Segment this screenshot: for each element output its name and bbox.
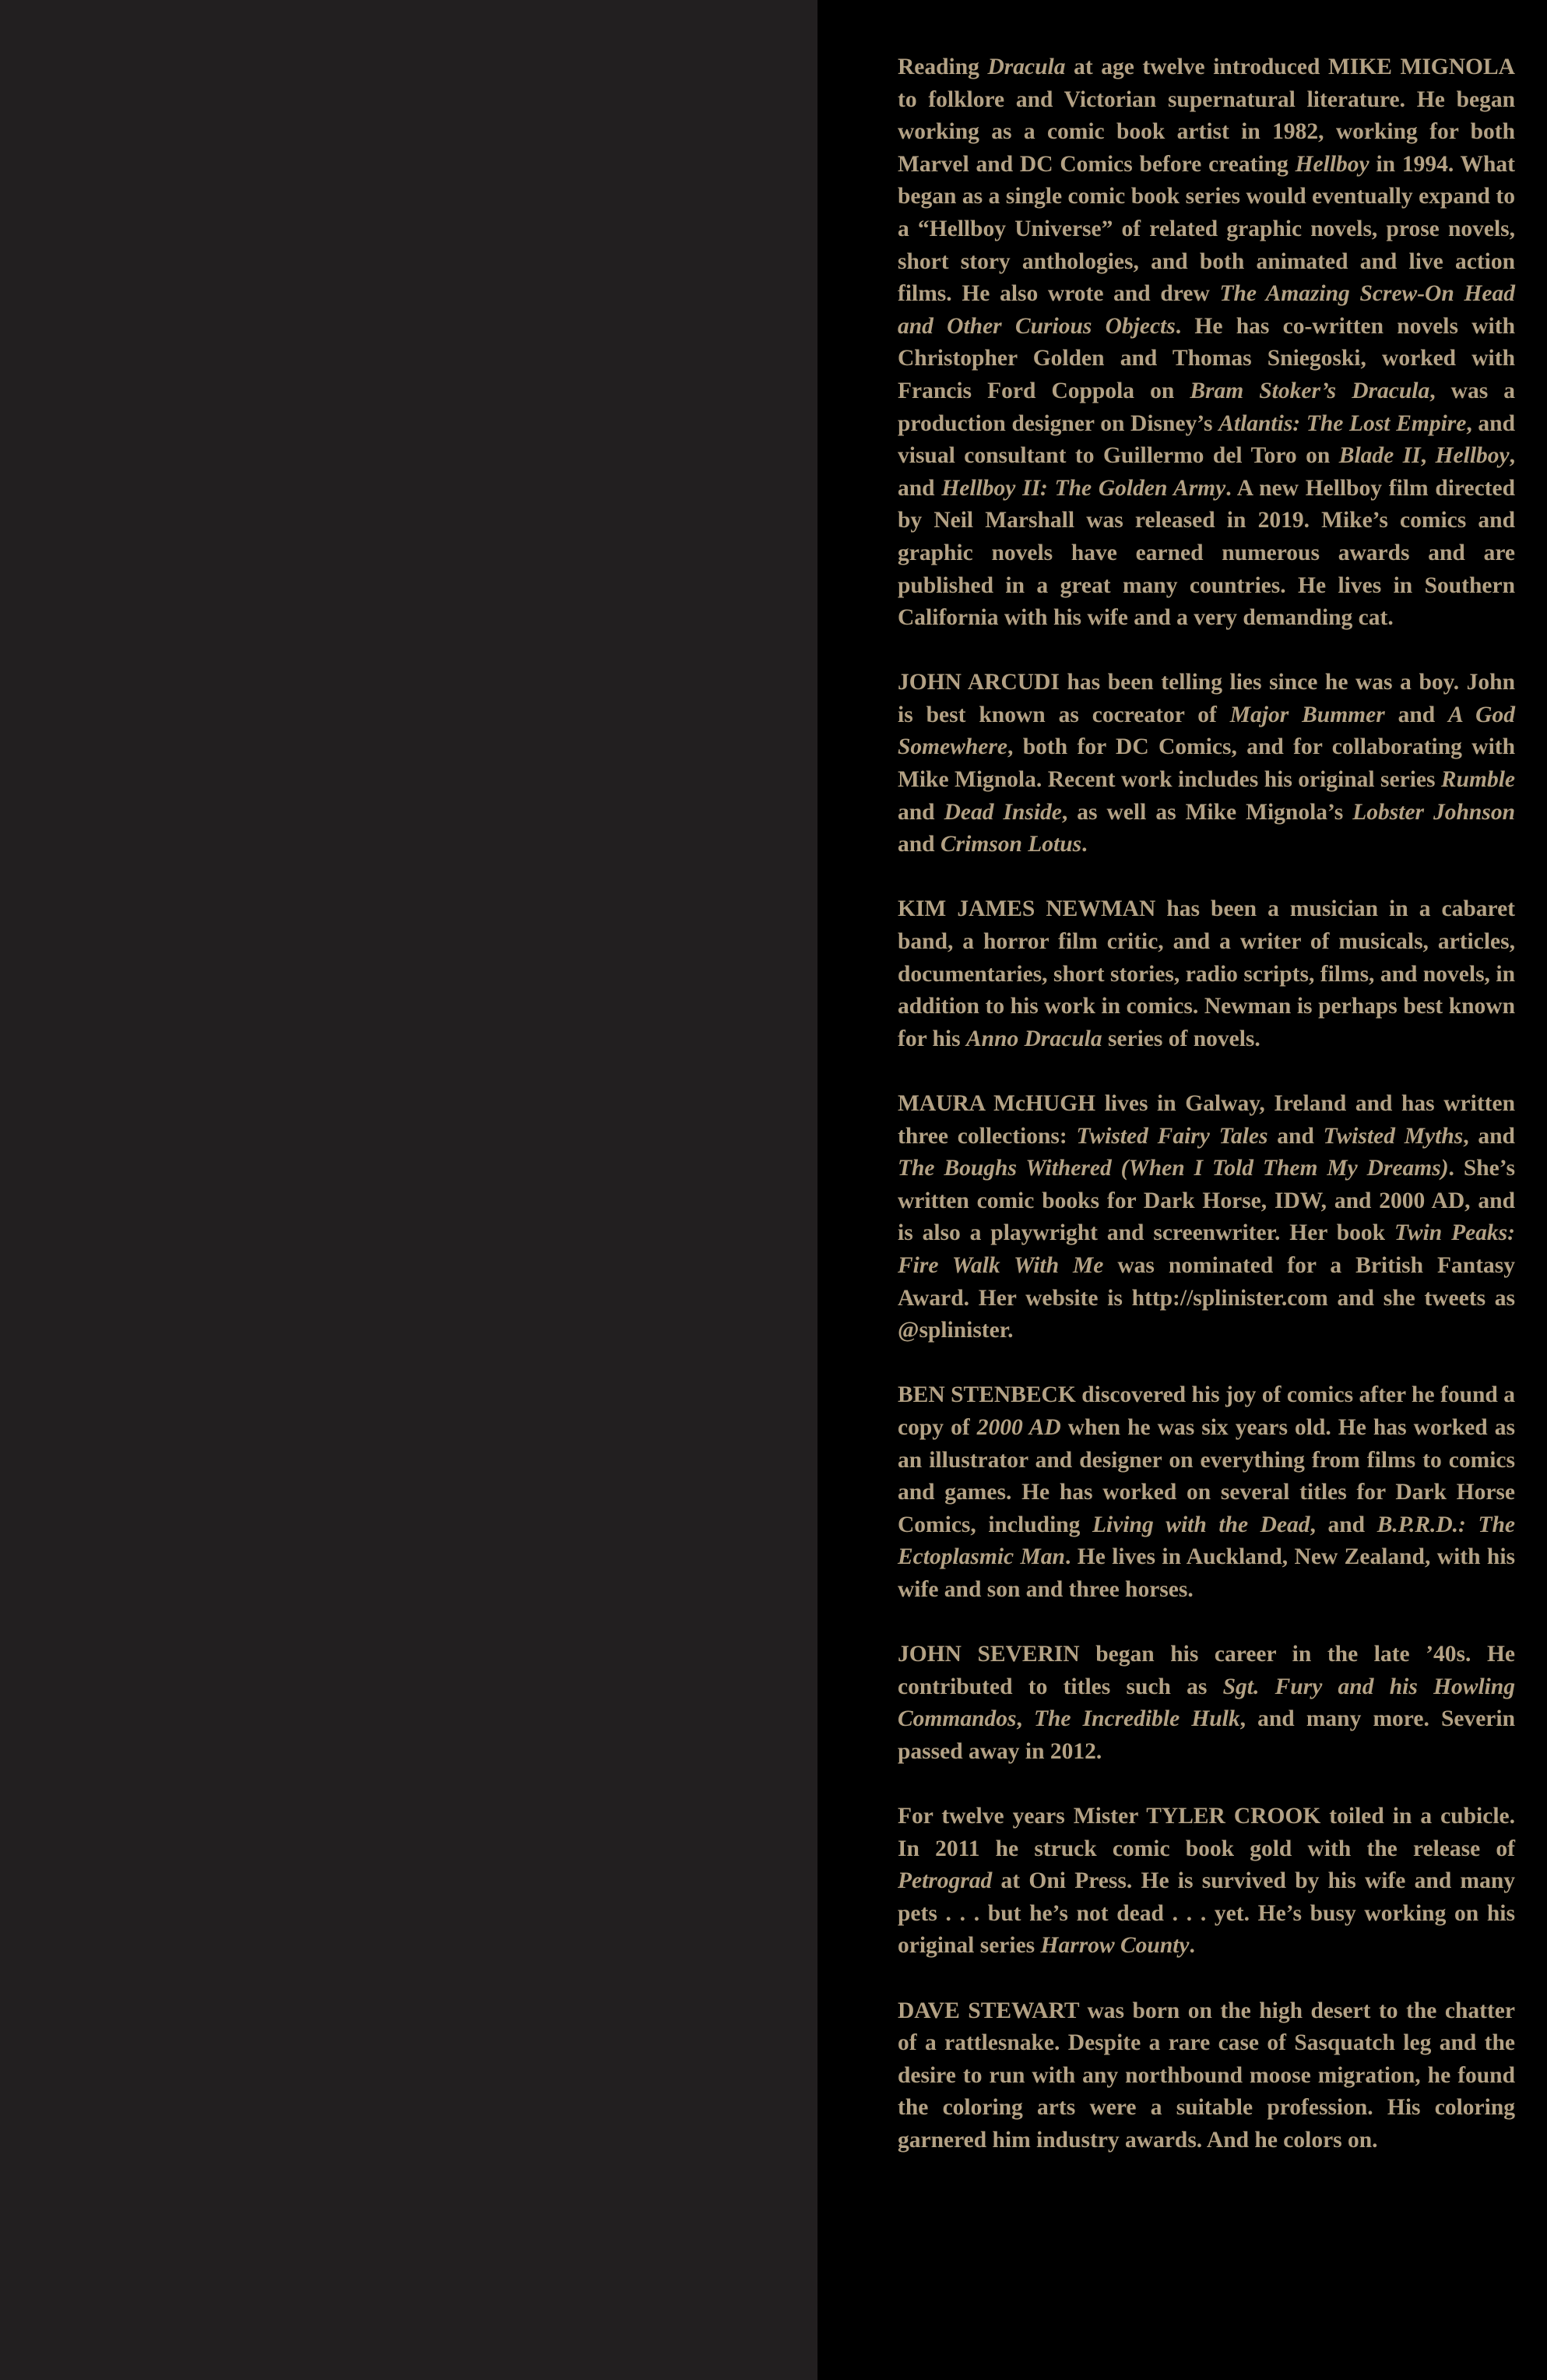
bio-paragraph [898, 1379, 1515, 1606]
italic-title-text: Sgt. Fury and his Howling Commandos [898, 1674, 1515, 1732]
bio-text: and [898, 832, 941, 857]
bio-text: and [898, 799, 944, 825]
bio-paragraph [898, 893, 1515, 1055]
bio-text: , and [1463, 1123, 1515, 1149]
italic-title-text: The Incredible Hulk [1033, 1706, 1240, 1732]
italic-title-text: Dracula [987, 55, 1066, 79]
bio-text: and [1267, 1123, 1324, 1149]
bio-text: , and many more. Severin passed away in 2012. [898, 1706, 1515, 1764]
bio-text: JOHN ARCUDI has been telling lies since he was a boy. John is best known as cocreator of [898, 670, 1515, 727]
creator-bios-column [898, 51, 1515, 2189]
bio-text: . He has co-written novels with Christopher Golden and Thomas Sniegoski, worked with Francis Ford Coppola on [898, 313, 1515, 403]
italic-title-text: Harrow County [1040, 1933, 1190, 1959]
bio-text: series of novels. [1102, 1026, 1260, 1051]
italic-title-text: The Amazing Screw-On Head and Other Curious Objects [898, 281, 1515, 339]
bio-paragraph [898, 667, 1515, 861]
bio-text: , as well as Mike Mignola’s [1061, 799, 1353, 825]
italic-title-text: Hellboy II: The Golden Army [941, 475, 1226, 501]
italic-title-text: Living with the Dead [1092, 1512, 1310, 1537]
bio-text: at age twelve introduced MIKE MIGNOLA to folklore and Victorian supernatural literature. He began working as a comic book artist in 1982, working for both Marvel and DC Comics before creating [898, 55, 1515, 177]
bio-text: , and [898, 443, 1515, 501]
bio-text: , both for DC Comics, and for collaborating with Mike Mignola. Recent work includes his original series [898, 734, 1515, 793]
bio-text: . [1081, 832, 1088, 857]
italic-title-text: Hellboy [1295, 151, 1369, 177]
italic-title-text: Bram Stoker’s Dracula [1190, 378, 1430, 403]
italic-title-text: Crimson Lotus [940, 832, 1082, 857]
bio-text: . [1189, 1933, 1195, 1959]
italic-title-text: Petrograd [898, 1868, 993, 1894]
bio-text: For twelve years Mister TYLER CROOK toiled in a cubicle. In 2011 he struck comic book gold with the release of [898, 1804, 1515, 1861]
bio-text: Reading [898, 55, 988, 79]
bio-text: . A new Hellboy film directed by Neil Marshall was released in 2019. Mike’s comics and graphic novels have earned numerous awards and are published in a great many countries. He lives in Southern California with his wife and a very demanding cat. [898, 475, 1515, 631]
bio-paragraph [898, 1639, 1515, 1768]
italic-title-text: Blade II [1338, 443, 1421, 469]
italic-title-text: B.P.R.D.: The Ectoplasmic Man [898, 1512, 1515, 1570]
bio-text: and [1384, 702, 1449, 727]
bio-text: , and [1310, 1512, 1377, 1537]
italic-title-text: The Boughs Withered (When I Told Them My Dreams) [898, 1156, 1449, 1181]
italic-title-text: Hellboy [1435, 443, 1510, 469]
italic-title-text: Lobster Johnson [1352, 799, 1515, 825]
bio-text: , [1016, 1706, 1034, 1732]
bio-paragraph [898, 1088, 1515, 1347]
italic-title-text: Rumble [1440, 767, 1515, 793]
italic-title-text: Anno Dracula [965, 1026, 1102, 1051]
bio-paragraph [898, 1801, 1515, 1963]
bio-text: , and visual consultant to Guillermo del Toro on [898, 410, 1515, 469]
italic-title-text: Twin Peaks: Fire Walk With Me [898, 1220, 1515, 1278]
bio-text: at Oni Press. He is survived by his wife and many pets . . . but he’s not dead . . . yet. He’s busy working on his original series [898, 1868, 1515, 1959]
italic-title-text: Major Bummer [1229, 702, 1385, 727]
bio-text: KIM JAMES NEWMAN has been a musician in a cabaret band, a horror film critic, and a writer of musicals, articles, documentaries, short stories, radio scripts, films, and novels, in addition to his work in comics. Newman is perhaps best known for his [898, 896, 1515, 1051]
bio-text: . She’s written comic books for Dark Horse, IDW, and 2000 AD, and is also a playwright and screenwriter. Her book [898, 1156, 1515, 1246]
bio-text: when he was six years old. He has worked as an illustrator and designer on everything from films to comics and games. He has worked on several titles for Dark Horse Comics, including [898, 1414, 1515, 1537]
bio-text: , [1420, 443, 1436, 469]
bio-text: was nominated for a British Fantasy Award. Her website is http://splinister.com and she tweets as @splinister. [898, 1252, 1515, 1343]
bio-text: DAVE STEWART was born on the high desert to the chatter of a rattlesnake. Despite a rare case of Sasquatch leg and the desire to run with any northbound moose migration, he found the coloring arts were a suitable profession. His coloring garnered him industry awards. And he colors on. [898, 1998, 1515, 2153]
italic-title-text: Atlantis: The Lost Empire [1218, 410, 1467, 436]
bio-paragraph [898, 51, 1515, 635]
bio-text: . He lives in Auckland, New Zealand, with his wife and son and three horses. [898, 1544, 1516, 1602]
italic-title-text: Dead Inside [944, 799, 1062, 825]
bio-paragraph [898, 1995, 1515, 2157]
bio-text: in 1994. What began as a single comic book series would eventually expand to a “Hellboy Universe” of related graphic novels, prose novels, short story anthologies, and both animated and live action films. He also wrote and drew [898, 151, 1515, 307]
bio-text: JOHN SEVERIN began his career in the late ’40s. He contributed to titles such as [898, 1642, 1515, 1699]
italic-title-text: Twisted Fairy Tales [1076, 1123, 1268, 1149]
bio-text: BEN STENBECK discovered his joy of comics after he found a copy of [898, 1382, 1515, 1440]
italic-title-text: A God Somewhere [898, 702, 1515, 760]
italic-title-text: 2000 AD [976, 1414, 1061, 1440]
italic-title-text: Twisted Myths [1323, 1123, 1464, 1149]
bio-text: , was a production designer on Disney’s [898, 378, 1516, 436]
right-black-panel [817, 0, 1547, 2380]
bio-text: MAURA McHUGH lives in Galway, Ireland and has written three collections: [898, 1091, 1515, 1149]
